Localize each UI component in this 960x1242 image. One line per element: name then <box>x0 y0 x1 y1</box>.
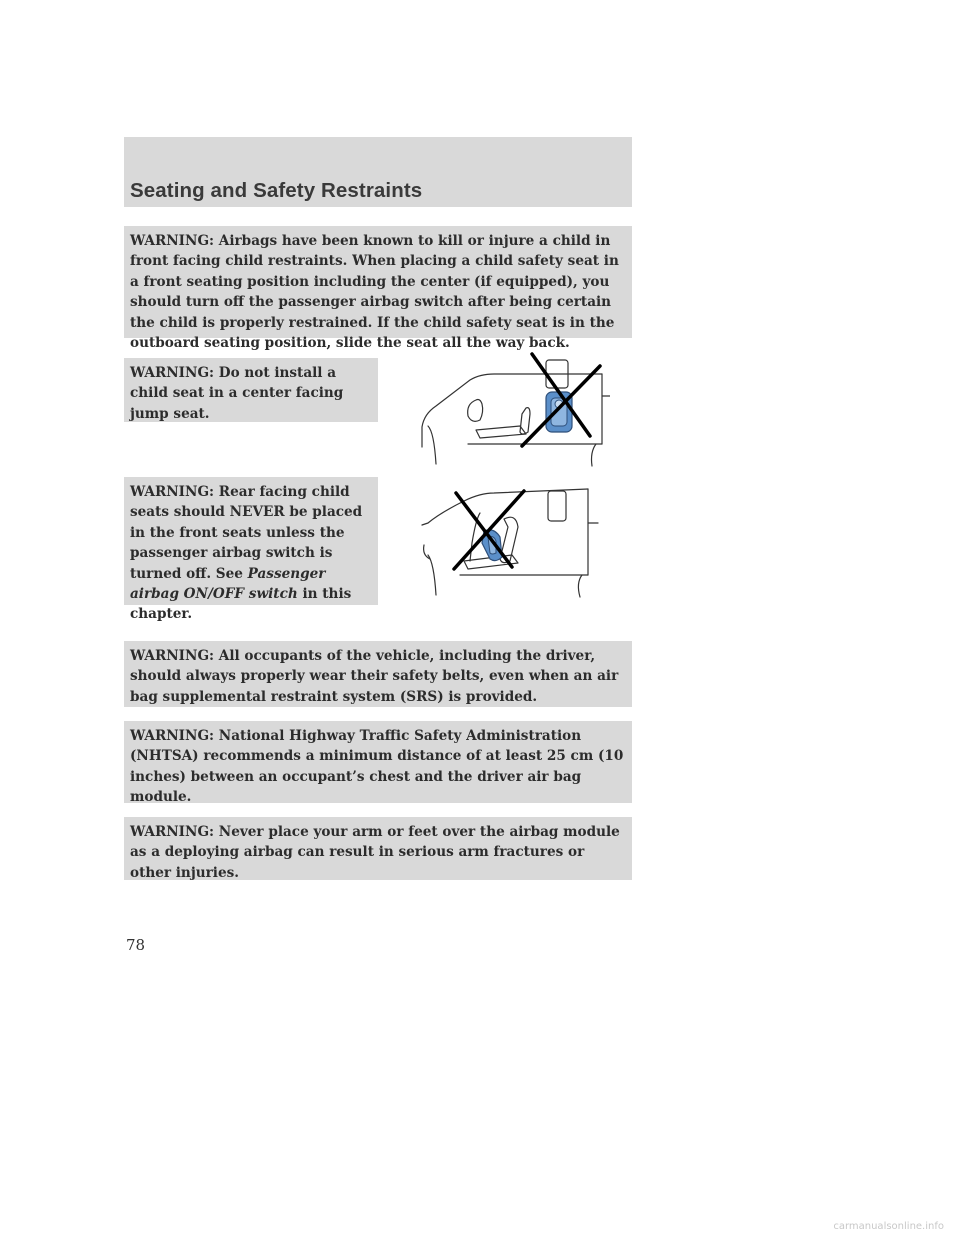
warning-box-nhtsa-distance <box>124 721 632 806</box>
no-child-seat-jump-seat-illustration <box>420 352 610 472</box>
section-header <box>124 137 632 207</box>
section-title: Seating and Safety Restraints <box>130 179 423 202</box>
warning-box-center-jump-seat <box>124 358 378 422</box>
warning-box-arm-feet-airbag <box>124 817 632 880</box>
warning-text: WARNING: Airbags have been known to kill or injure a child in front facing child restraints. When placing a child safety seat in a front seating position including the center (if equipped), you should turn off the passenger airbag switch after being certain the child is properly restrained. If the child safety seat is in the outboard seating position, slide the seat all the way back. <box>130 233 619 352</box>
no-rear-facing-child-seat-illustration <box>420 483 610 603</box>
warning-text: WARNING: Do not install a child seat in a center facing jump seat. <box>130 365 344 422</box>
page-number: 78 <box>126 936 146 954</box>
warning-text: WARNING: National Highway Traffic Safety Administration (NHTSA) recommends a minimum distance of at least 25 cm (10 inches) between an occupant’s chest and the driver air bag module. <box>130 728 624 806</box>
warning-text: WARNING: Never place your arm or feet over the airbag module as a deploying airbag can result in serious arm fractures or other injuries. <box>130 824 620 881</box>
watermark: carmanualsonline.info <box>833 1221 944 1232</box>
warning-box-safety-belts <box>124 641 632 707</box>
warning-text: WARNING: Rear facing child seats should NEVER be placed in the front seats unless the passenger airbag switch is turned off. See Passenger airbag ON/OFF switch in this chapter. <box>130 484 363 623</box>
warning-box-rear-facing-child-seats <box>124 477 378 623</box>
link-passenger-airbag-switch[interactable]: Passenger airbag ON/OFF switch <box>130 565 326 603</box>
warning-text: WARNING: All occupants of the vehicle, including the driver, should always properly wear their safety belts, even when an air bag supplemental restraint system (SRS) is provided. <box>130 648 619 705</box>
warning-box-front-facing-child-restraints <box>124 226 632 352</box>
